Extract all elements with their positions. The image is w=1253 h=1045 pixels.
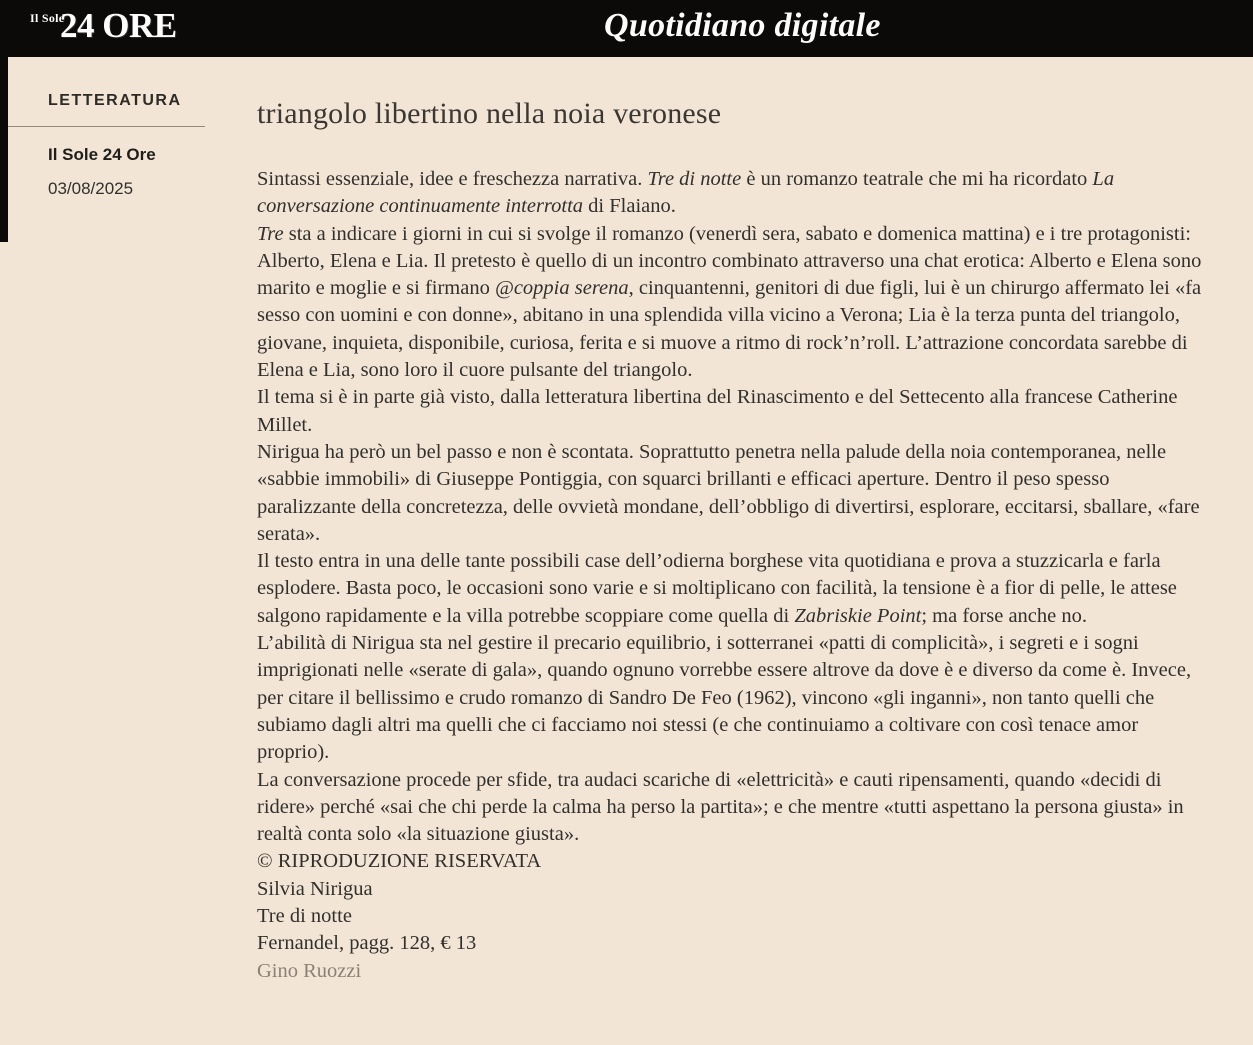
book-publisher-info: Fernandel, pagg. 128, € 13 bbox=[257, 932, 477, 955]
reviewer-byline: Gino Ruozzi bbox=[257, 959, 362, 982]
article-paragraph: Il tema si è in parte già visto, dalla letteratura libertina del Rinascimento e del Settecento alla francese Catherine Millet. bbox=[257, 386, 1178, 436]
article-paragraph: Tre sta a indicare i giorni in cui si svolge il romanzo (venerdì sera, sabato e domenica mattina) e i tre protagonisti: Alberto, Elena e Lia. Il pretesto è quello di un incontro combinato attraverso una chat erotica: Alberto e Elena sono marito e moglie e si firmano @coppia serena, cinquantenni, genitori di due figli, lui è un chirurgo affermato lei «fa sesso con uomini e con donne», abitano in una splendida villa vicino a Verona; Lia è la terza punta del triangolo, giovane, inquieta, disponibile, curiosa, ferita e si muove a ritmo di rock’n’roll. L’attrazione concordata sarebbe di Elena e Lia, sono loro il cuore pulsante del triangolo. bbox=[257, 222, 1202, 382]
article-paragraph: Nirigua ha però un bel passo e non è scontata. Soprattutto penetra nella palude della noia contemporanea, nelle «sabbie immobili» di Giuseppe Pontiggia, con squarci brillanti e efficaci aperture. Dentro il peso spesso paralizzante della concretezza, delle ovvietà mondane, dell’obbligo di divertirsi, esplorare, eccitarsi, sballare, «fare serata». bbox=[257, 440, 1200, 545]
article-paragraph: Il testo entra in una delle tante possibili case dell’odierna borghese vita quotidiana e prova a stuzzicarla e farla esplodere. Basta poco, le occasioni sono varie e si moltiplicano con facilità, la tensione è a fior di pelle, le attese salgono rapidamente e la villa potrebbe scoppiare come quella di Zabriskie Point; ma forse anche no. bbox=[257, 550, 1177, 627]
book-title: Tre di notte bbox=[257, 905, 352, 928]
masthead-title: Quotidiano digitale bbox=[604, 7, 881, 44]
il-sole-24-ore-logo[interactable] bbox=[28, 4, 198, 54]
article-paragraph: L’abilità di Nirigua sta nel gestire il precario equilibrio, i sotterranei «patti di complicità», i segreti e i sogni imprigionati nelle «serate di gala», quando ognuno vorrebbe essere altrove da dove è e diverso da come è. Invece, per citare il bellissimo e crudo romanzo di Sandro De Feo (1962), vincono «gli inganni», non tanto quelli che subiamo dagli altri ma quelli che ci facciamo noi stessi (e che continuiamo a coltivare con così tenace amor proprio). bbox=[257, 632, 1192, 764]
header-bar bbox=[0, 0, 1253, 57]
copyright-notice: © RIPRODUZIONE RISERVATA bbox=[257, 850, 542, 873]
article-title: triangolo libertino nella noia veronese bbox=[257, 97, 722, 130]
sidebar-section-label: LETTERATURA bbox=[48, 92, 182, 109]
sidebar bbox=[0, 92, 257, 199]
article-paragraph: La conversazione procede per sfide, tra audaci scariche di «elettricità» e cauti ripensamenti, quando «decidi di ridere» perché «sai che chi perde la calma ha perso la partita»; e che mentre «tutti aspettano la persona giusta» in realtà conta solo «la situazione giusta». bbox=[257, 768, 1184, 846]
article-paragraph: Sintassi essenziale, idee e freschezza narrativa. Tre di notte è un romanzo teatrale che mi ha ricordato La conversazione continuamente interrotta di Flaiano. bbox=[257, 168, 1115, 218]
sidebar-divider bbox=[8, 126, 205, 127]
article bbox=[257, 97, 1210, 985]
logo-il-sole-text: Il Sole bbox=[30, 11, 65, 25]
sidebar-source: Il Sole 24 Ore bbox=[48, 145, 156, 164]
logo-24-ore-text: 24 ORE bbox=[60, 6, 177, 45]
book-author: Silvia Nirigua bbox=[257, 877, 373, 900]
sidebar-date: 03/08/2025 bbox=[48, 179, 134, 198]
article-body bbox=[257, 166, 1210, 985]
